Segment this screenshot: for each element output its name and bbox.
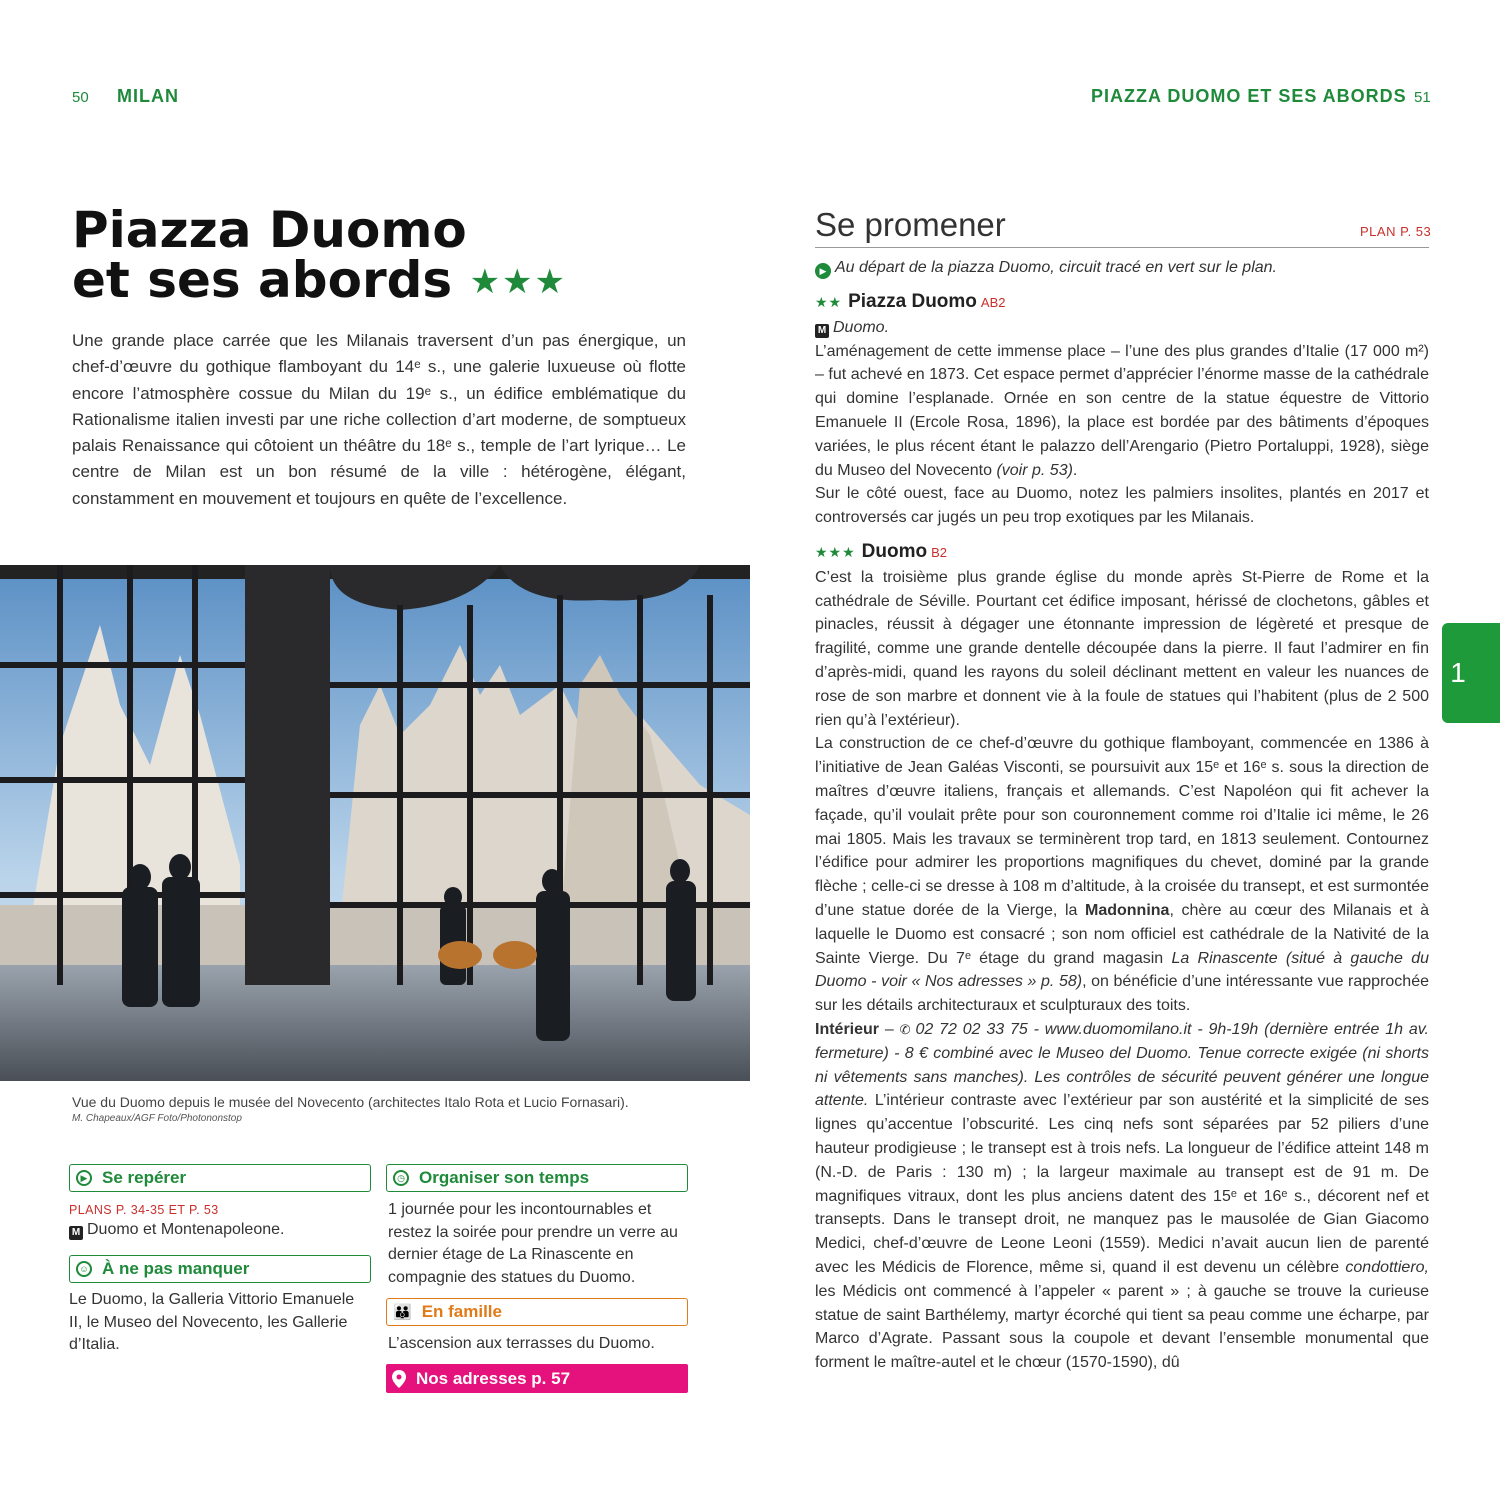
- play-icon: ▶: [76, 1170, 92, 1186]
- entry-piazza-duomo-p1-ref: (voir p. 53): [996, 461, 1073, 479]
- box-en-famille: [386, 1298, 688, 1356]
- entry-piazza-duomo-p1-text: L’aménagement de cette immense place – l’une des plus grandes d’Italie (17 000 m²) – fut achevé en 1873. Cet espace permet d’apprécier l’énorme masse de la cathédrale qui domine l’esplanade. Ornée en son centre de la statue équestre de Vittorio Emanuele II (Ercole Rosa, 1896), la place est bordée par des bâtiments d’époques variées, le plus récent étant le palazzo dell’Arengario (Pietro Portaluppi, 1928), siège du Museo del Novecento: [815, 342, 1429, 479]
- entry-duomo-p2-text2: , chère au cœur des Milanais et à laquelle le Duomo est consacré ; son nom officiel est cathédrale de la Nativité de la Sainte Vierge. Du 7ᵉ étage du grand magasin: [815, 901, 1429, 967]
- chapter-tab: 1: [1442, 623, 1500, 723]
- box-en-famille-text: L’ascension aux terrasses du Duomo.: [388, 1335, 655, 1352]
- entry-piazza-duomo-metro-text: Duomo.: [833, 318, 890, 336]
- intro-paragraph: Une grande place carrée que les Milanais traversent d’un pas énergique, un chef-d’œuvre du gothique flamboyant du 14ᵉ s., une galerie luxueuse où flotte encore l’atmosphère cossue du Milan du 19ᵉ s., un édifice emblématique du Rationalisme italien investi par une riche collection d’art moderne, de somptueux palais Renaissance qui côtoient un théâtre du 18ᵉ s., temple de l’art lyrique… Le centre de Milan est un bon résumé de la ville : hétérogène, élégant, constamment en mouvement et toujours en quête de l’excellence.: [72, 331, 686, 508]
- entry-duomo-p2: [815, 732, 1429, 1018]
- entry-duomo: [815, 540, 1429, 1375]
- entry-duomo-p3: [815, 1018, 1429, 1375]
- entry-duomo-p2-end: , on bénéficie d’une intéressante vue rapprochée sur les détails architecturaux et sculpturaux des toits.: [815, 973, 1430, 1015]
- entry-duomo-p3-end: les Médicis ont commencé à l’appeler « parent » ; à gauche se trouve la curieuse statue de saint Barthélemy, martyr écorché qui tient sa peau comme une écharpe, par Marco d’Agrate. Passant sous la coupole et devant l’ensemble monumental que forment le maître-autel et le chœur (1570-1590), dû: [815, 1282, 1429, 1372]
- entry-duomo-grid: B2: [931, 545, 947, 560]
- box-se-reperer-body: Duomo et Montenapoleone.: [87, 1221, 285, 1238]
- nos-adresses-label: Nos adresses p. 57: [416, 1368, 571, 1388]
- box-se-reperer: [69, 1164, 371, 1242]
- entry-duomo-p2-italic: La Rinascente (situé à gauche du Duomo - voir « Nos adresses » p. 58): [815, 949, 1429, 991]
- section-title: Se promener: [815, 206, 1006, 243]
- section-plan-ref: PLAN P. 53: [1360, 224, 1432, 239]
- box-se-reperer-header: [69, 1164, 371, 1192]
- entry-duomo-p3-text: L’intérieur contraste avec l’extérieur par son austérité et la simplicité de ses lignes qu’accentue l’obscurité. Les cinq nefs sont séparées par 52 piliers d’une hauteur prodigieuse ; le transept est à trois nefs. La longueur de l’édifice atteint 148 m (N.-D. de Paris : 130 m) ; la largeur maximale au transept est de 91 m. De magnifiques vitraux, dont les plus anciens datent des 15ᵉ et 16ᵉ s., décorent nef et transepts. Dans le transept droit, ne manquez pas le mausolée de Gian Giacomo Medici, chef-d’œuvre de Leone Leoni (1559). Medici n’avait aucun lien de parenté avec les Médicis de Florence, même si, quand il est devenu un célèbre: [815, 1092, 1429, 1276]
- page-title: [72, 201, 692, 309]
- box-organiser-text: 1 journée pour les incontournables et restez la soirée pour prendre un verre au dernier étage de La Rinascente en compagnie des statues du Duomo.: [388, 1201, 678, 1286]
- two-star-rating: ★★: [815, 294, 843, 310]
- page-title-line1: Piazza Duomo: [72, 201, 467, 259]
- duomo-photo: [0, 565, 750, 1081]
- box-organiser: [386, 1164, 688, 1289]
- entry-duomo-p3-info: 02 72 02 33 75 - www.duomomilano.it - 9h-19h (dernière entrée 1h av. fermeture) - 8 € combiné avec le Museo del Duomo. Tenue correcte exigée (ni shorts ni vêtements sans manches). Les contrôles de sécurité peuvent générer une longue attente.: [815, 1020, 1429, 1110]
- entry-duomo-p1: C’est la troisième plus grande église du monde après St-Pierre de Rome et la cathédrale de Séville. Pourtant cet édifice imposant, hérissé de clochetons, gâbles et pinacles, réussit à dégager une étonnante impression de légèreté et presque de fragilité, comme une grande dentelle découpée dans la pierre. Il faut l’admirer en fin d’après-midi, quand les rayons du soleil déclinant mettent en valeur les nuances de rose de son marbre et donnent vie à la foule de statues qui l’habitent (plus de 2 500 rien qu’à l’extérieur).: [815, 568, 1429, 729]
- right-page-number: 51: [1414, 89, 1431, 106]
- phone-icon: ✆: [899, 1021, 916, 1037]
- box-se-reperer-text: [69, 1219, 371, 1242]
- box-en-famille-header: [386, 1298, 688, 1326]
- entry-duomo-p2-bold: Madonnina: [1085, 901, 1170, 919]
- entry-piazza-duomo-p1: [815, 340, 1429, 483]
- left-running-head: MILAN: [117, 86, 179, 106]
- box-organiser-title: Organiser son temps: [419, 1168, 590, 1187]
- box-a-ne-pas-manquer-title: À ne pas manquer: [102, 1259, 250, 1278]
- route-note: [815, 256, 1429, 280]
- three-star-rating: ★★★: [469, 262, 568, 302]
- entry-piazza-duomo-name: Piazza Duomo: [848, 291, 977, 312]
- box-se-reperer-plans: PLANS P. 34-35 ET P. 53: [69, 1203, 219, 1217]
- entry-piazza-duomo-heading: [815, 290, 1429, 315]
- entry-duomo-heading: [815, 540, 1429, 565]
- entry-duomo-p3-italic: condottiero,: [1345, 1258, 1429, 1276]
- box-organiser-header: [386, 1164, 688, 1192]
- smiley-icon: ☺: [76, 1261, 92, 1277]
- left-page-number: 50: [72, 89, 89, 106]
- box-en-famille-title: En famille: [421, 1302, 502, 1321]
- entry-piazza-duomo-p1-end: .: [1072, 461, 1078, 479]
- section-rule: [815, 247, 1429, 248]
- clock-icon: ◷: [393, 1170, 409, 1186]
- family-icon: 👪: [393, 1304, 412, 1321]
- metro-icon: M: [69, 1226, 83, 1240]
- photo-caption: Vue du Duomo depuis le musée del Novecento (architectes Italo Rota et Lucio Fornasari).: [72, 1094, 629, 1110]
- nos-adresses-banner: [386, 1364, 688, 1393]
- entry-piazza-duomo-grid: AB2: [980, 295, 1006, 310]
- entry-piazza-duomo-p2: Sur le côté ouest, face au Duomo, notez les palmiers insolites, plantés en 2017 et controversés car jugés un peu trop exotiques par les Milanais.: [815, 485, 1429, 527]
- entry-piazza-duomo: [815, 290, 1429, 530]
- play-icon: ▶: [815, 263, 831, 279]
- page-title-line2: et ses abords: [72, 251, 453, 309]
- entry-duomo-name: Duomo: [861, 541, 928, 562]
- entry-duomo-p3-label: Intérieur: [815, 1020, 880, 1038]
- entry-piazza-duomo-metro: [815, 316, 1429, 340]
- metro-icon: M: [815, 324, 829, 338]
- location-pin-icon: [392, 1370, 406, 1388]
- entry-duomo-p2-text: La construction de ce chef-d’œuvre du gothique flamboyant, commencée en 1386 à l’initiative de Jean Galéas Visconti, se poursuivit aux 15ᵉ et 16ᵉ s. sous la direction de maîtres d’œuvre italiens, français et allemands. C’est Napoléon qui fit achever la façade, qu’il voulait prête pour son couronnement comme roi d’Italie ici même, le 26 mai 1805. Mais les travaux se terminèrent trop tard, en 1813 seulement. Contournez l’édifice pour admirer les proportions magnifiques du chevet, dominé par la grande flèche ; celle-ci se dresse à 108 m d’altitude, à la croisée du transept, et est surmontée d’une statue dorée de la Vierge, la: [815, 735, 1429, 919]
- right-running-head: PIAZZA DUOMO ET SES ABORDS: [1091, 86, 1407, 106]
- three-star-rating: ★★★: [815, 544, 856, 560]
- route-note-text: Au départ de la piazza Duomo, circuit tracé en vert sur le plan.: [835, 259, 1277, 276]
- box-a-ne-pas-manquer: [69, 1255, 371, 1357]
- entry-duomo-p3-dash: –: [879, 1020, 900, 1038]
- box-a-ne-pas-manquer-text: Le Duomo, la Galleria Vittorio Emanuele II, le Museo del Novecento, les Gallerie d’Italia.: [69, 1291, 355, 1353]
- photo-credit: M. Chapeaux/AGF Foto/Photononstop: [72, 1113, 242, 1124]
- box-se-reperer-title: Se repérer: [102, 1168, 187, 1187]
- box-a-ne-pas-manquer-header: [69, 1255, 371, 1283]
